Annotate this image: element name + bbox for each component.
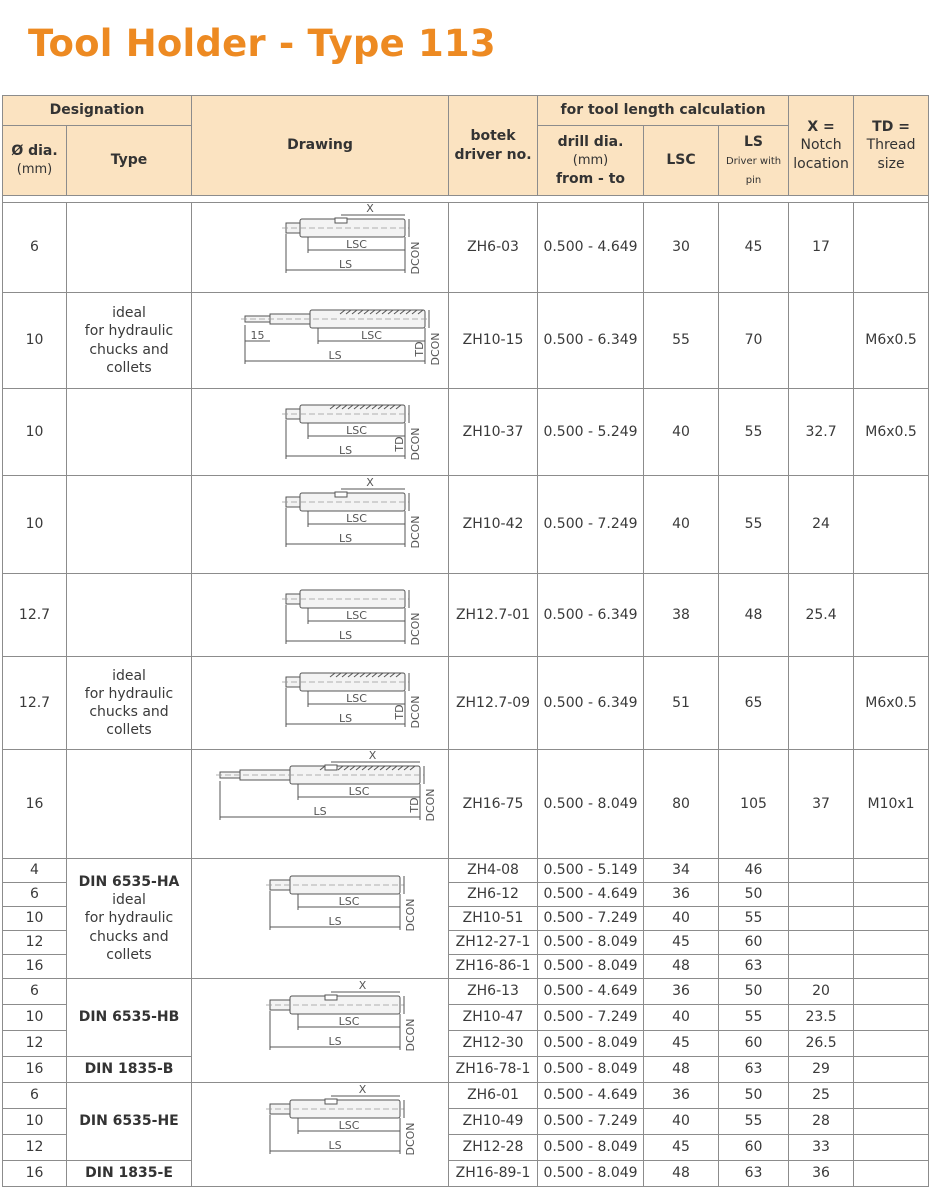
dia-cell: 6 [3,883,67,907]
drill-cell: 0.500 - 6.349 [538,657,644,750]
table-row [3,389,929,476]
driver-cell: ZH12-28 [449,1135,538,1161]
thread-cell: M10x1 [854,750,929,859]
lsc-cell: 48 [644,1161,719,1187]
td-label: TD [393,436,407,452]
td-label: TD [413,340,427,357]
ls-cell: 50 [719,979,789,1005]
ls-cell: 45 [719,203,789,293]
thread-cell [854,859,929,883]
drill-cell: 0.500 - 7.249 [538,1109,644,1135]
driver-cell: ZH16-86-1 [449,955,538,979]
ls-cell: 55 [719,907,789,931]
shank-drawing [200,475,440,570]
shank-drawing [200,392,440,472]
ls-cell: 60 [719,1031,789,1057]
dia-cell: 12 [3,1135,67,1161]
drill-cell: 0.500 - 8.049 [538,931,644,955]
type-cell [67,476,192,574]
drill-cell: 0.500 - 7.249 [538,907,644,931]
dcon-label: DCON [409,427,423,461]
type-cell: DIN 6535-HE [67,1083,192,1161]
dia-cell: 10 [3,907,67,931]
thread-cell [854,1109,929,1135]
thread-cell [854,1031,929,1057]
ls-cell: 55 [719,389,789,476]
notch-cell [789,931,854,955]
driver-cell: ZH10-15 [449,293,538,389]
dia-cell: 10 [3,389,67,476]
ls-cell: 60 [719,931,789,955]
thread-cell [854,1005,929,1031]
dcon-label: DCON [409,695,423,729]
ls-cell: 63 [719,1057,789,1083]
lsc-dimension-label: LSC [338,894,360,908]
table-row [3,476,929,574]
ls-dimension-label: LS [338,712,353,725]
dia-cell: 10 [3,1005,67,1031]
dia-cell: 10 [3,1109,67,1135]
ls-dimension-label: LS [328,1138,342,1152]
dcon-label: DCON [404,1017,418,1052]
drill-cell: 0.500 - 8.049 [538,1135,644,1161]
driver-cell: ZH12-30 [449,1031,538,1057]
drill-cell: 0.500 - 4.649 [538,203,644,293]
drawing-cell [192,203,449,293]
table-row [3,1083,929,1109]
type-cell [67,389,192,476]
drill-cell: 0.500 - 8.049 [538,1161,644,1187]
drawing-cell [192,657,449,750]
tool-holder-table [2,95,929,1187]
lsc-dimension-label: LSC [348,785,370,798]
type-cell [67,203,192,293]
drawing-cell [192,574,449,657]
notch-dimension-label: X [368,749,377,762]
thread-cell [854,979,929,1005]
ls-cell: 50 [719,883,789,907]
notch-cell: 28 [789,1109,854,1135]
lsc-dimension-label: LSC [338,1014,360,1028]
thread-cell: M6x0.5 [854,389,929,476]
ls-dimension-label: LS [338,629,353,642]
shank-drawing [200,660,440,746]
lsc-dimension-label: LSC [346,511,367,525]
drill-cell: 0.500 - 6.349 [538,574,644,657]
dia-cell: 16 [3,750,67,859]
thread-cell [854,931,929,955]
drawing-cell [192,979,449,1083]
table-row [3,293,929,389]
shank-drawing [200,297,443,385]
thread-cell [854,574,929,657]
type-cell: DIN 6535-HA ideal for hydraulic chucks and collets [67,859,192,979]
lsc-header: LSC [644,126,719,196]
drill-cell: 0.500 - 7.249 [538,476,644,574]
thread-cell [854,1083,929,1109]
notch-dimension-label: X [358,1082,367,1096]
shank-drawing [200,863,440,975]
notch-cell: 17 [789,203,854,293]
ls-cell: 50 [719,1083,789,1109]
thread-cell [854,955,929,979]
dia-cell: 6 [3,1083,67,1109]
ls-cell: 46 [719,859,789,883]
driver-cell: ZH12.7-09 [449,657,538,750]
drill-cell: 0.500 - 8.049 [538,1031,644,1057]
dia-cell: 12.7 [3,657,67,750]
drill-cell: 0.500 - 5.249 [538,389,644,476]
drill-cell: 0.500 - 7.249 [538,1005,644,1031]
shank-drawing [200,1082,440,1183]
lsc-cell: 48 [644,955,719,979]
notch-dimension-label: X [366,475,374,489]
designation-header: Designation [3,96,192,126]
thread-cell: M6x0.5 [854,293,929,389]
notch-cell: 24 [789,476,854,574]
dia-cell: 4 [3,859,67,883]
drawing-cell [192,293,449,389]
notch-cell [789,859,854,883]
notch-dimension-label: X [366,201,374,215]
dia-cell: 16 [3,955,67,979]
notch-cell: 29 [789,1057,854,1083]
driver-cell: ZH6-01 [449,1083,538,1109]
ls-dimension-label: LS [338,257,353,271]
lsc-dimension-label: LSC [346,609,367,622]
driver-cell: ZH16-89-1 [449,1161,538,1187]
dcon-label: DCON [404,1121,418,1156]
ls-dimension-label: LS [338,444,353,457]
drill-cell: 0.500 - 8.049 [538,750,644,859]
table-row [3,859,929,883]
notch-cell: 25.4 [789,574,854,657]
shank-drawing [200,577,440,653]
notch-cell: 25 [789,1083,854,1109]
thread-header: TD = Thread size [854,96,929,196]
drawing-cell [192,389,449,476]
dia-cell: 12 [3,931,67,955]
ls-dimension-label: LS [313,805,327,818]
ls-cell: 55 [719,1109,789,1135]
td-label: TD [408,797,422,813]
type-cell: DIN 1835-B [67,1057,192,1083]
driver-cell: ZH10-51 [449,907,538,931]
driver-cell: ZH10-37 [449,389,538,476]
notch-cell: 23.5 [789,1005,854,1031]
ls-cell: 65 [719,657,789,750]
lsc-cell: 80 [644,750,719,859]
drill-cell: 0.500 - 8.049 [538,955,644,979]
drill-cell: 0.500 - 8.049 [538,1057,644,1083]
lsc-dimension-label: LSC [346,692,367,705]
ls-cell: 63 [719,955,789,979]
ls-dimension-label: LS [328,348,342,362]
lsc-dimension-label: LSC [346,237,367,251]
lsc-cell: 40 [644,1109,719,1135]
drawing-cell [192,476,449,574]
page-title: Tool Holder - Type 113 [28,22,496,65]
type-cell: ideal for hydraulic chucks and collets [67,657,192,750]
shank-drawing [200,978,440,1079]
ls-cell: 55 [719,1005,789,1031]
type-cell: ideal for hydraulic chucks and collets [67,293,192,389]
notch-cell: 20 [789,979,854,1005]
dcon-label: DCON [424,788,438,822]
lsc-cell: 40 [644,1005,719,1031]
driver-cell: ZH12.7-01 [449,574,538,657]
lsc-cell: 55 [644,293,719,389]
thread-cell [854,1161,929,1187]
notch-cell: 26.5 [789,1031,854,1057]
ls-cell: 48 [719,574,789,657]
table-row [3,574,929,657]
lsc-cell: 34 [644,859,719,883]
dcon-label: DCON [409,612,423,646]
lsc-cell: 36 [644,1083,719,1109]
thread-cell [854,476,929,574]
drill-cell: 0.500 - 6.349 [538,293,644,389]
lsc-cell: 40 [644,907,719,931]
shank-drawing [200,749,440,855]
lsc-cell: 38 [644,574,719,657]
type-header: Type [67,126,192,196]
ls-cell: 63 [719,1161,789,1187]
notch-cell [789,955,854,979]
thread-cell [854,1057,929,1083]
calc-header: for tool length calculation [538,96,789,126]
drill-cell: 0.500 - 5.149 [538,859,644,883]
table-row [3,203,929,293]
dcon-label: DCON [429,331,443,366]
dia-cell: 12.7 [3,574,67,657]
dcon-label: DCON [409,514,423,549]
lsc-dimension-label: LSC [361,328,382,342]
dia-cell: 16 [3,1057,67,1083]
ls-dimension-label: LS [338,531,353,545]
driver-cell: ZH6-12 [449,883,538,907]
ls-dimension-label: LS [328,914,342,928]
type-cell [67,750,192,859]
shank-drawing [200,201,440,290]
driver-cell: ZH10-47 [449,1005,538,1031]
notch-dimension-label: X [358,978,367,992]
lsc-cell: 36 [644,883,719,907]
ls-cell: 55 [719,476,789,574]
notch-cell [789,657,854,750]
notch-cell [789,293,854,389]
dia-cell: 10 [3,476,67,574]
lsc-dimension-label: LSC [338,1118,360,1132]
table-row [3,657,929,750]
lsc-cell: 45 [644,1031,719,1057]
notch-cell [789,883,854,907]
stub-length-label: 15 [250,328,265,342]
table-row [3,750,929,859]
notch-cell: 36 [789,1161,854,1187]
lsc-cell: 40 [644,389,719,476]
driver-cell: ZH16-75 [449,750,538,859]
drawing-cell [192,859,449,979]
driver-cell: ZH4-08 [449,859,538,883]
driver-cell: ZH6-13 [449,979,538,1005]
thread-cell [854,907,929,931]
dia-cell: 6 [3,979,67,1005]
notch-cell: 37 [789,750,854,859]
type-cell: DIN 6535-HB [67,979,192,1057]
lsc-cell: 40 [644,476,719,574]
lsc-cell: 48 [644,1057,719,1083]
thread-cell [854,203,929,293]
td-label: TD [393,704,407,720]
lsc-cell: 30 [644,203,719,293]
ls-header: LS Driver with pin [719,126,789,196]
dia-cell: 10 [3,293,67,389]
dia-cell: 16 [3,1161,67,1187]
table-row [3,979,929,1005]
ls-cell: 60 [719,1135,789,1161]
lsc-cell: 51 [644,657,719,750]
type-cell [67,574,192,657]
drill-cell: 0.500 - 4.649 [538,883,644,907]
notch-cell [789,907,854,931]
ls-dimension-label: LS [328,1034,342,1048]
ls-cell: 105 [719,750,789,859]
drill-cell: 0.500 - 4.649 [538,1083,644,1109]
dia-header: Ø dia. (mm) [3,126,67,196]
type-cell: DIN 1835-E [67,1161,192,1187]
notch-cell: 33 [789,1135,854,1161]
dcon-label: DCON [404,897,418,932]
driver-cell: ZH10-49 [449,1109,538,1135]
dcon-label: DCON [409,240,423,275]
drawing-cell [192,750,449,859]
drawing-header: Drawing [192,96,449,196]
driver-cell: ZH16-78-1 [449,1057,538,1083]
thread-cell: M6x0.5 [854,657,929,750]
lsc-dimension-label: LSC [346,424,367,437]
lsc-cell: 45 [644,1135,719,1161]
drill-header: drill dia. (mm) from - to [538,126,644,196]
dia-cell: 6 [3,203,67,293]
table-row [3,1161,929,1187]
notch-cell: 32.7 [789,389,854,476]
table-row [3,1057,929,1083]
notch-header: X = Notch location [789,96,854,196]
driver-cell: ZH10-42 [449,476,538,574]
dia-cell: 12 [3,1031,67,1057]
botek-driver-header: botek driver no. [449,96,538,196]
drill-cell: 0.500 - 4.649 [538,979,644,1005]
driver-cell: ZH12-27-1 [449,931,538,955]
drawing-cell [192,1083,449,1187]
lsc-cell: 36 [644,979,719,1005]
thread-cell [854,1135,929,1161]
lsc-cell: 45 [644,931,719,955]
ls-cell: 70 [719,293,789,389]
driver-cell: ZH6-03 [449,203,538,293]
thread-cell [854,883,929,907]
